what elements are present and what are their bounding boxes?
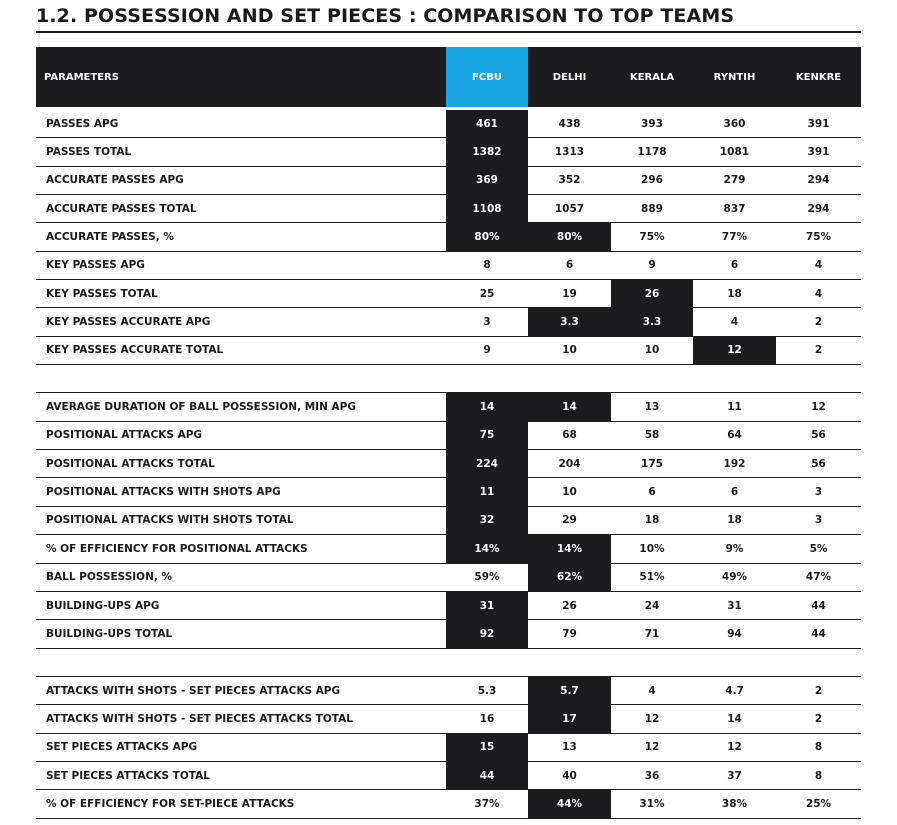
value-cell: 3.3 — [611, 308, 693, 335]
value-cell: 9 — [483, 344, 491, 357]
value-cell: 12 — [644, 712, 660, 725]
value-cell: 461 — [446, 110, 528, 137]
table-row — [36, 677, 861, 705]
value-cell: 59% — [474, 571, 500, 584]
value-cell: 2 — [814, 712, 823, 725]
value-cell: 360 — [723, 117, 746, 130]
row-label: POSITIONAL ATTACKS TOTAL — [46, 457, 215, 470]
row-label: SET PIECES ATTACKS APG — [46, 741, 198, 754]
value-cell: 2 — [814, 316, 823, 329]
value-cell: 12 — [811, 401, 826, 414]
table-row — [36, 592, 861, 620]
value-cell: 11 — [727, 401, 742, 414]
value-cell: 391 — [807, 146, 830, 159]
value-cell: 10% — [639, 542, 665, 555]
value-cell: 5% — [809, 542, 828, 555]
title-underline — [36, 31, 861, 33]
value-cell: 40 — [562, 769, 577, 782]
value-cell: 1178 — [637, 146, 667, 159]
value-cell: 8 — [814, 741, 823, 754]
row-label: BALL POSSESSION, % — [46, 571, 173, 584]
header-team-fcbu: FCBU — [446, 47, 528, 107]
row-label: % OF EFFICIENCY FOR POSITIONAL ATTACKS — [46, 542, 308, 555]
value-cell: 31% — [639, 797, 665, 810]
table-body — [36, 110, 861, 819]
value-cell: 1057 — [554, 202, 585, 215]
value-cell: 9 — [648, 259, 656, 272]
header-parameters: PARAMETERS — [44, 71, 119, 83]
value-cell: 3 — [814, 514, 823, 527]
value-cell: 44 — [811, 627, 826, 640]
value-cell: 224 — [446, 450, 528, 477]
value-cell: 37% — [474, 797, 500, 810]
value-cell: 51% — [639, 571, 665, 584]
table-row — [36, 564, 861, 592]
value-cell: 8 — [814, 769, 823, 782]
value-cell: 5.7 — [528, 677, 611, 704]
value-cell: 19 — [562, 287, 577, 300]
row-label: KEY PASSES ACCURATE APG — [46, 316, 211, 329]
table-row — [36, 705, 861, 733]
value-cell: 14% — [446, 535, 528, 562]
row-label: ACCURATE PASSES, % — [46, 231, 174, 244]
section-spacer — [36, 649, 861, 677]
value-cell: 44 — [811, 599, 826, 612]
value-cell: 12 — [693, 337, 776, 364]
header-team-delhi: DELHI — [552, 71, 587, 83]
value-cell: 13 — [562, 741, 577, 754]
value-cell: 16 — [479, 712, 495, 725]
value-cell: 79 — [562, 627, 577, 640]
value-cell: 9% — [725, 542, 744, 555]
value-cell: 29 — [562, 514, 577, 527]
value-cell: 1382 — [446, 138, 528, 165]
value-cell: 15 — [446, 734, 528, 761]
row-label: KEY PASSES APG — [46, 259, 145, 272]
value-cell: 58 — [644, 429, 660, 442]
value-cell: 14 — [528, 393, 611, 420]
table-row — [36, 138, 861, 166]
value-cell: 14 — [727, 712, 742, 725]
table-row — [36, 478, 861, 506]
value-cell: 4 — [730, 316, 739, 329]
value-cell: 889 — [641, 202, 663, 215]
value-cell: 14 — [446, 393, 528, 420]
table-row — [36, 167, 861, 195]
value-cell: 80% — [528, 223, 611, 250]
value-cell: 12 — [644, 741, 660, 754]
value-cell: 80% — [446, 223, 528, 250]
row-label: ACCURATE PASSES TOTAL — [46, 202, 197, 215]
value-cell: 4 — [648, 684, 656, 697]
value-cell: 75% — [639, 231, 665, 244]
value-cell: 26 — [562, 599, 577, 612]
table-row — [36, 195, 861, 223]
value-cell: 4 — [814, 287, 823, 300]
value-cell: 369 — [446, 167, 528, 194]
row-label: KEY PASSES TOTAL — [46, 287, 158, 300]
table-row — [36, 450, 861, 478]
header-team-kerala: KERALA — [629, 71, 675, 83]
value-cell: 47% — [805, 571, 832, 584]
row-label: ATTACKS WITH SHOTS - SET PIECES ATTACKS APG — [46, 684, 341, 697]
value-cell: 62% — [528, 564, 611, 591]
value-cell: 25 — [479, 287, 495, 300]
row-label: POSITIONAL ATTACKS WITH SHOTS TOTAL — [46, 514, 294, 527]
comparison-table — [36, 47, 861, 819]
table-row — [36, 620, 861, 648]
value-cell: 5.3 — [477, 684, 497, 697]
value-cell: 31 — [727, 599, 742, 612]
value-cell: 294 — [807, 174, 830, 187]
row-label: ATTACKS WITH SHOTS - SET PIECES ATTACKS TOTAL — [46, 712, 353, 725]
value-cell: 31 — [446, 592, 528, 619]
value-cell: 36 — [644, 769, 660, 782]
value-cell: 3.3 — [528, 308, 611, 335]
row-label: ACCURATE PASSES APG — [46, 174, 184, 187]
value-cell: 17 — [528, 705, 611, 732]
value-cell: 37 — [727, 769, 742, 782]
table-row — [36, 734, 861, 762]
value-cell: 13 — [644, 401, 660, 414]
row-label: BUILDING-UPS TOTAL — [46, 627, 173, 640]
value-cell: 18 — [727, 287, 742, 300]
value-cell: 56 — [811, 457, 826, 470]
value-cell: 56 — [811, 429, 826, 442]
header-team-ryntih: RYNTIH — [713, 71, 756, 83]
value-cell: 18 — [644, 514, 660, 527]
table-row — [36, 337, 861, 365]
value-cell: 438 — [558, 117, 581, 130]
value-cell: 4 — [814, 259, 823, 272]
value-cell: 64 — [727, 429, 742, 442]
value-cell: 18 — [727, 514, 742, 527]
table-row — [36, 280, 861, 308]
value-cell: 75 — [446, 422, 528, 449]
value-cell: 2 — [814, 344, 823, 357]
value-cell: 44% — [528, 790, 611, 817]
value-cell: 391 — [807, 117, 830, 130]
value-cell: 68 — [562, 429, 577, 442]
value-cell: 837 — [723, 202, 746, 215]
table-row — [36, 223, 861, 251]
table-row — [36, 507, 861, 535]
value-cell: 26 — [611, 280, 693, 307]
row-label: POSITIONAL ATTACKS WITH SHOTS APG — [46, 486, 281, 499]
table-row — [36, 762, 861, 790]
table-row — [36, 308, 861, 336]
value-cell: 10 — [562, 344, 577, 357]
value-cell: 8 — [483, 259, 491, 272]
table-row — [36, 252, 861, 280]
table-header — [36, 47, 861, 107]
value-cell: 1313 — [554, 146, 585, 159]
row-label: PASSES APG — [46, 117, 119, 130]
value-cell: 77% — [721, 231, 748, 244]
value-cell: 3 — [814, 486, 823, 499]
row-label: BUILDING-UPS APG — [46, 599, 160, 612]
value-cell: 71 — [644, 627, 660, 640]
value-cell: 279 — [723, 174, 746, 187]
value-cell: 4.7 — [725, 684, 744, 697]
value-cell: 6 — [730, 486, 739, 499]
value-cell: 6 — [565, 259, 574, 272]
value-cell: 12 — [727, 741, 742, 754]
value-cell: 1108 — [446, 195, 528, 222]
value-cell: 393 — [641, 117, 663, 130]
value-cell: 11 — [446, 478, 528, 505]
page-title: 1.2. POSSESSION AND SET PIECES : COMPARISON TO TOP TEAMS — [36, 5, 735, 27]
value-cell: 94 — [727, 627, 742, 640]
header-team-kenkre: KENKRE — [795, 71, 842, 83]
value-cell: 10 — [562, 486, 577, 499]
table-row — [36, 110, 861, 138]
table-row — [36, 393, 861, 421]
value-cell: 175 — [641, 457, 663, 470]
value-cell: 92 — [446, 620, 528, 647]
value-cell: 204 — [558, 457, 581, 470]
value-cell: 1081 — [719, 146, 750, 159]
table-row — [36, 535, 861, 563]
value-cell: 352 — [558, 174, 581, 187]
value-cell: 10 — [644, 344, 660, 357]
value-cell: 75% — [805, 231, 832, 244]
section-spacer — [36, 365, 861, 393]
value-cell: 44 — [446, 762, 528, 789]
value-cell: 192 — [723, 457, 746, 470]
value-cell: 49% — [721, 571, 748, 584]
value-cell: 2 — [814, 684, 823, 697]
value-cell: 32 — [446, 507, 528, 534]
row-label: % OF EFFICIENCY FOR SET-PIECE ATTACKS — [46, 797, 295, 810]
row-label: PASSES TOTAL — [46, 146, 132, 159]
value-cell: 25% — [805, 797, 832, 810]
table-row — [36, 790, 861, 818]
value-cell: 296 — [641, 174, 663, 187]
table-row — [36, 422, 861, 450]
value-cell: 6 — [730, 259, 739, 272]
value-cell: 294 — [807, 202, 830, 215]
value-cell: 38% — [721, 797, 748, 810]
value-cell: 24 — [644, 599, 660, 612]
row-label: KEY PASSES ACCURATE TOTAL — [46, 344, 224, 357]
row-label: AVERAGE DURATION OF BALL POSSESSION, MIN APG — [46, 401, 356, 414]
row-label: SET PIECES ATTACKS TOTAL — [46, 769, 210, 782]
value-cell: 6 — [648, 486, 656, 499]
value-cell: 14% — [528, 535, 611, 562]
value-cell: 3 — [483, 316, 491, 329]
row-label: POSITIONAL ATTACKS APG — [46, 429, 203, 442]
